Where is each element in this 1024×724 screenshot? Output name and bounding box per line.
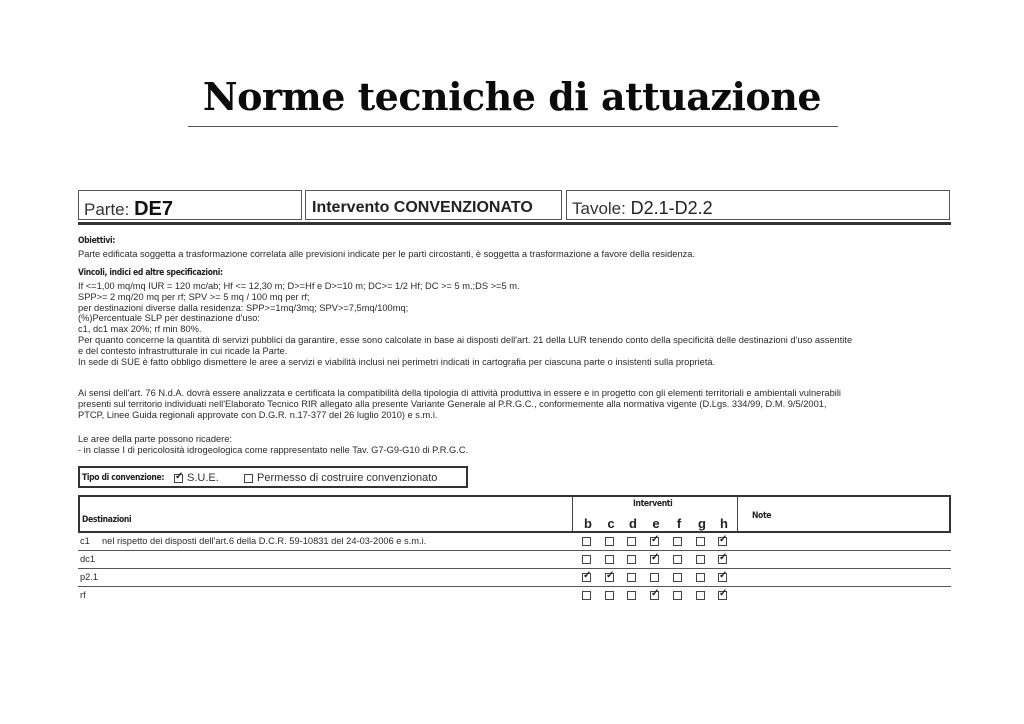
sue-option[interactable] — [174, 472, 219, 484]
header-row — [78, 190, 951, 223]
intervento-checkbox-g[interactable] — [696, 555, 705, 564]
document-sheet — [78, 190, 951, 600]
title-divider — [188, 126, 838, 127]
column-divider — [737, 497, 738, 531]
sue-label: S.U.E. — [187, 472, 219, 484]
vincoli-line: e del contesto infrastrutturale in cui ricade la Parte. — [78, 345, 288, 356]
intervento-checkbox-h[interactable] — [718, 537, 727, 546]
vincoli-line: If <=1,00 mq/mq IUR = 120 mc/ab; Hf <= 12,30 m; D>=Hf e D>=10 m; DC>= 1/2 Hf; DC >= 5 m.;DS >=5 m. — [78, 281, 520, 291]
header-divider — [78, 222, 951, 225]
parte-value: DE7 — [134, 198, 173, 220]
destination-code: dc1 — [80, 554, 95, 564]
intervento-checkbox-d[interactable] — [627, 537, 636, 546]
col-header-e: e — [652, 516, 660, 531]
tavole-value: D2.1-D2.2 — [630, 198, 713, 218]
intervento-checkbox-b[interactable] — [582, 591, 591, 600]
intervento-checkbox-c[interactable] — [605, 591, 614, 600]
intervento-checkbox-c[interactable] — [605, 537, 614, 546]
intervento-checkbox-f[interactable] — [673, 555, 682, 564]
destinazioni-table — [78, 495, 951, 604]
intervento-checkbox-e[interactable] — [650, 555, 659, 564]
intervento-checkbox-d[interactable] — [627, 573, 636, 582]
intervento-checkbox-h[interactable] — [718, 573, 727, 582]
art76-line: PTCP, Linee Guida regionali approvate con D.G.R. n.17-377 del 26 luglio 2010) e s.m.i. — [78, 409, 438, 420]
intervento-checkbox-b[interactable] — [582, 573, 591, 582]
intervento-checkbox-h[interactable] — [718, 591, 727, 600]
vincoli-heading: Vincoli, indici ed altre specificazioni: — [78, 268, 223, 278]
intervento-checkbox-c[interactable] — [605, 555, 614, 564]
tavole-label: Tavole: — [572, 199, 626, 218]
intervento-checkbox-d[interactable] — [627, 591, 636, 600]
page-title: Norme tecniche di attuazione — [202, 74, 822, 119]
parte-box — [78, 190, 302, 220]
permesso-label: Permesso di costruire convenzionato — [257, 472, 438, 484]
intervento-label: Intervento CONVENZIONATO — [312, 199, 533, 216]
destination-code: p2.1 — [80, 572, 99, 582]
destination-code: rf — [80, 590, 86, 600]
intervento-checkbox-h[interactable] — [718, 555, 727, 564]
table-body — [78, 533, 951, 604]
obiettivi-heading: Obiettivi: — [78, 236, 116, 246]
intervento-checkbox-f[interactable] — [673, 591, 682, 600]
aree-line: - in classe I di pericolosità idrogeologica come rappresentato nelle Tav. G7-G9-G10 di P.R.G.C. — [78, 444, 469, 455]
table-row — [78, 569, 951, 587]
col-header-d: d — [629, 516, 637, 531]
intervento-checkbox-g[interactable] — [696, 573, 705, 582]
intervento-checkbox-e[interactable] — [650, 537, 659, 546]
col-header-g: g — [698, 516, 706, 531]
col-header-f: f — [676, 516, 682, 531]
permesso-checkbox[interactable] — [244, 474, 253, 483]
table-header — [78, 495, 951, 533]
interventi-header: Interventi — [633, 499, 673, 509]
vincoli-line: SPP>= 2 mq/20 mq per rf; SPV >= 5 mq / 100 mq per rf; — [78, 291, 310, 302]
column-divider — [572, 497, 573, 531]
vincoli-line: per destinazioni diverse dalla residenza: SPP>=1mq/3mq; SPV>=7,5mq/100mq; — [78, 302, 409, 313]
intervento-checkbox-b[interactable] — [582, 537, 591, 546]
table-row — [78, 551, 951, 569]
col-header-h: h — [720, 516, 728, 531]
sue-checkbox[interactable] — [174, 474, 183, 483]
table-row — [78, 587, 951, 604]
intervento-checkbox-e[interactable] — [650, 591, 659, 600]
col-header-b: b — [584, 516, 592, 531]
obiettivi-text: Parte edificata soggetta a trasformazione correlata alle previsioni indicate per le parti circostanti, è soggetta a trasformazione a favore della residenza. — [78, 249, 696, 259]
vincoli-line: (%)Percentuale SLP per destinazione d'uso: — [78, 313, 260, 324]
intervento-checkbox-d[interactable] — [627, 555, 636, 564]
vincoli-line: c1, dc1 max 20%; rf min 80%. — [78, 324, 202, 335]
tavole-box — [566, 190, 950, 220]
intervento-checkbox-b[interactable] — [582, 555, 591, 564]
intervento-checkbox-g[interactable] — [696, 591, 705, 600]
parte-label: Parte: — [84, 200, 130, 219]
art76-line: Ai sensi dell'art. 76 N.d.A. dovrà essere analizzata e certificata la compatibilità della tipologia di attività produttiva in essere e in progetto con gli elementi territoriali e ambientali vulnerabili — [78, 388, 841, 398]
col-header-c: c — [607, 516, 615, 531]
vincoli-line: Per quanto concerne la quantità di servizi pubblici da garantire, esse sono calcolate in base ai disposti dell'art. 21 della LUR tenendo conto della specificità delle destinazioni d'uso assentite — [78, 334, 853, 345]
intervento-checkbox-e[interactable] — [650, 573, 659, 582]
aree-text — [78, 434, 468, 456]
art76-text — [78, 388, 841, 420]
intervento-checkbox-f[interactable] — [673, 537, 682, 546]
destination-code: c1 — [80, 536, 90, 546]
vincoli-text — [78, 281, 852, 367]
intervento-checkbox-f[interactable] — [673, 573, 682, 582]
intervento-checkbox-c[interactable] — [605, 573, 614, 582]
convenzione-box — [78, 466, 468, 488]
intervento-checkbox-g[interactable] — [696, 537, 705, 546]
note-header: Note — [752, 511, 772, 521]
aree-line: Le aree della parte possono ricadere: — [78, 434, 233, 444]
convenzione-label: Tipo di convenzione: — [82, 473, 165, 483]
destination-note: nel rispetto dei disposti dell'art.6 della D.C.R. 59-10831 del 24-03-2006 e s.m.i. — [102, 536, 427, 546]
art76-line: presenti sul territorio individuati nell'Elaborato Tecnico RIR allegato alla presente Variante Generale al P.R.G.C., conformemente alla normativa vigente (D.Lgs. 334/99, D.M. 9/5/2001, — [78, 398, 827, 409]
vincoli-line: In sede di SUE è fatto obbligo dismettere le aree a servizi e viabilità inclusi nei perimetri indicati in cartografia per ciascuna parte o insistenti sulla proprietà. — [78, 356, 716, 367]
intervento-box — [305, 190, 562, 220]
destinazioni-header: Destinazioni — [82, 515, 132, 525]
permesso-option[interactable] — [244, 472, 437, 484]
table-row — [78, 533, 951, 551]
